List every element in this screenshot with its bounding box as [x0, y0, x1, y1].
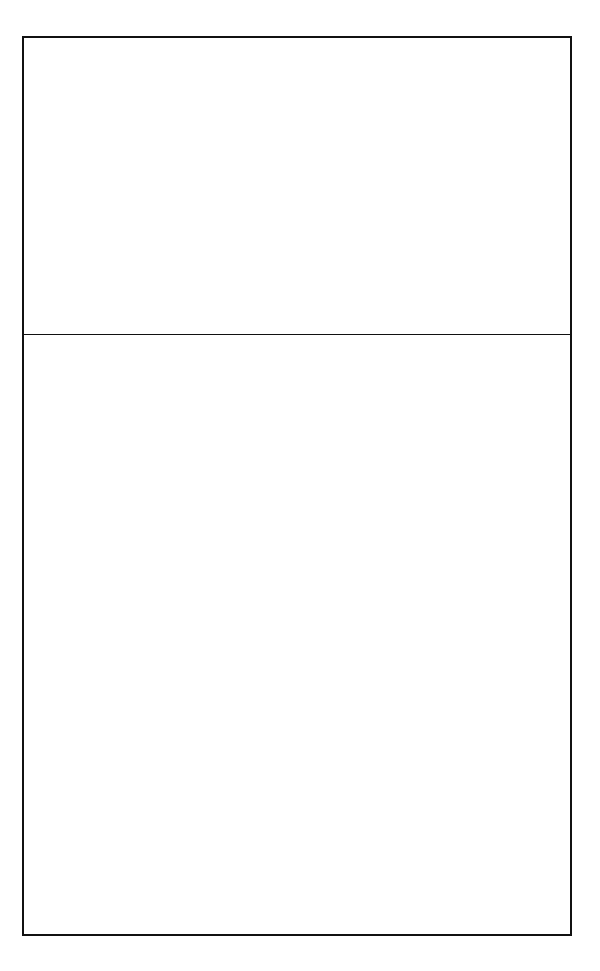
text-frame: [22, 36, 572, 936]
section-top: [24, 38, 570, 334]
section-divider: [24, 334, 570, 335]
section-bottom: [24, 338, 570, 934]
